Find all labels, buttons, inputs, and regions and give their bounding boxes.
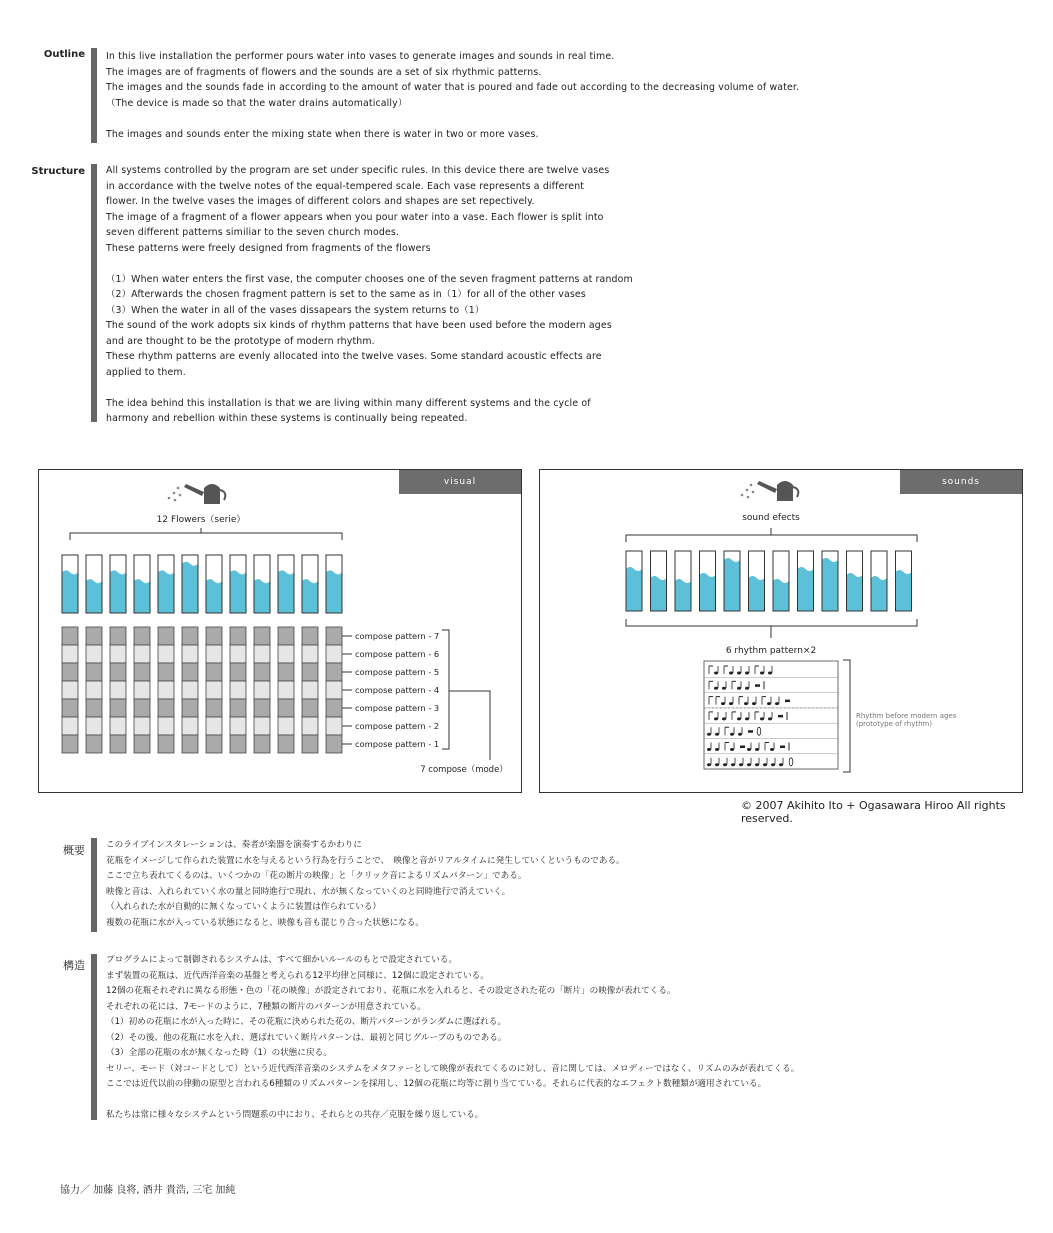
vase bbox=[822, 551, 838, 611]
text-line: （2）その後、他の花瓶に水を入れ、選ばれていく断片パターンは、最初と同じグループのものである。 bbox=[106, 1032, 507, 1043]
sound-top-label: sound efects bbox=[742, 513, 800, 523]
text-line: （1）初めの花瓶に水が入った時に、その花瓶に決められた花の、断片パターンがランダムに選ばれる。 bbox=[106, 1017, 506, 1027]
text-line: （The device is made so that the water drains automatically） bbox=[106, 97, 408, 109]
pattern-cell bbox=[158, 645, 174, 663]
pattern-cell bbox=[326, 699, 342, 717]
text-line: and are thought to be the prototype of modern rhythm. bbox=[106, 335, 375, 347]
pattern-cell bbox=[230, 735, 246, 753]
pattern-cell bbox=[326, 717, 342, 735]
outline-label: Outline bbox=[43, 49, 85, 60]
pattern-cell bbox=[182, 699, 198, 717]
text-line: The sound of the work adopts six kinds of rhythm patterns that have been used before the modern ages bbox=[106, 320, 612, 331]
pattern-cell bbox=[110, 735, 126, 753]
pattern-cell bbox=[158, 717, 174, 735]
text-line: ここで立ち表れてくるのは、いくつかの「花の断片の映像」と「クリック音によるリズムパターン」である。 bbox=[106, 871, 527, 881]
watering-can-icon bbox=[741, 481, 799, 501]
text-line: The images and the sounds fade in according to the amount of water that is poured and fade out according to the decreasing volume of water. bbox=[106, 82, 800, 93]
pattern-cell bbox=[230, 681, 246, 699]
pattern-cell bbox=[86, 627, 102, 645]
vase bbox=[749, 551, 765, 611]
pattern-cell bbox=[182, 645, 198, 663]
text-line: These rhythm patterns are evenly allocated into the twelve vases. Some standard acoustic effects are bbox=[106, 351, 602, 362]
credits-text: 協力／ 加藤 良将, 酒井 貴浩, 三宅 加純 bbox=[60, 1185, 236, 1196]
pattern-cell bbox=[86, 663, 102, 681]
vase bbox=[798, 551, 814, 611]
pattern-cell bbox=[62, 681, 78, 699]
visual-bottom-label: 7 compose（mode） bbox=[420, 765, 508, 775]
compose-pattern-label: compose pattern - 2 bbox=[355, 721, 440, 731]
compose-pattern-label: compose pattern - 7 bbox=[355, 631, 440, 641]
pattern-cell bbox=[86, 735, 102, 753]
pattern-cell bbox=[110, 645, 126, 663]
text-line: （3）全部の花瓶の水が無くなった時（1）の状態に戻る。 bbox=[106, 1048, 332, 1058]
pattern-cell bbox=[206, 627, 222, 645]
jp-structure-text bbox=[106, 953, 799, 1124]
visual-top-label: 12 Flowers（serie） bbox=[156, 515, 246, 525]
vase bbox=[871, 551, 887, 611]
text-line: 複数の花瓶に水が入っている状態になると、映像も音も混じり合った状態になる。 bbox=[106, 917, 424, 928]
text-line: harmony and rebellion within these systems is continually being repeated. bbox=[106, 413, 468, 424]
vase bbox=[206, 555, 222, 613]
structure-bar bbox=[91, 164, 97, 422]
outline-text bbox=[106, 49, 799, 142]
pattern-cell bbox=[182, 735, 198, 753]
pattern-cell bbox=[62, 717, 78, 735]
pattern-cell bbox=[326, 627, 342, 645]
copyright-text: © 2007 Akihito Ito + Ogasawara Hiroo All rights reserved. bbox=[741, 799, 1006, 825]
pattern-cell bbox=[134, 681, 150, 699]
text-line: The images and sounds enter the mixing state when there is water in two or more vases. bbox=[106, 128, 539, 140]
text-line bbox=[106, 256, 633, 272]
vase bbox=[254, 555, 270, 613]
pattern-cell bbox=[158, 663, 174, 681]
structure-text bbox=[106, 163, 633, 427]
vase bbox=[278, 555, 294, 613]
pattern-cell bbox=[206, 735, 222, 753]
pattern-cell bbox=[278, 645, 294, 663]
vase bbox=[896, 551, 912, 611]
compose-pattern-label: compose pattern - 6 bbox=[355, 649, 440, 659]
pattern-cell bbox=[206, 645, 222, 663]
pattern-cell bbox=[230, 699, 246, 717]
pattern-cell bbox=[182, 663, 198, 681]
vase bbox=[651, 551, 667, 611]
compose-pattern-label: compose pattern - 3 bbox=[355, 703, 440, 713]
vase bbox=[675, 551, 691, 611]
vase bbox=[134, 555, 150, 613]
text-line bbox=[106, 380, 633, 396]
pattern-cell bbox=[278, 681, 294, 699]
text-line: （2）Afterwards the chosen fragment pattern is set to the same as in（1）for all of the other vases bbox=[106, 289, 586, 300]
vase bbox=[700, 551, 716, 611]
vase bbox=[182, 555, 198, 613]
pattern-cell bbox=[230, 717, 246, 735]
pattern-cell bbox=[134, 735, 150, 753]
pattern-cell bbox=[110, 663, 126, 681]
pattern-cell bbox=[278, 735, 294, 753]
pattern-cell bbox=[134, 717, 150, 735]
text-line: These patterns were freely designed from fragments of the flowers bbox=[106, 242, 431, 254]
pattern-cell bbox=[302, 735, 318, 753]
visual-tag: visual bbox=[399, 470, 521, 494]
visual-diagram bbox=[39, 470, 521, 792]
pattern-cell bbox=[326, 681, 342, 699]
pattern-cell bbox=[62, 735, 78, 753]
text-line: このライブインスタレーションは、奏者が楽器を演奏するかわりに bbox=[106, 840, 362, 850]
text-line: まず装置の花瓶は、近代西洋音楽の基盤と考えられる12平均律と同様に、12個に設定されている。 bbox=[106, 970, 489, 981]
compose-pattern-label: compose pattern - 5 bbox=[355, 667, 440, 677]
pattern-cell bbox=[302, 717, 318, 735]
outline-bar bbox=[91, 48, 97, 143]
text-line: The idea behind this installation is that we are living within many different systems and the cycle of bbox=[106, 397, 591, 409]
text-line: 花瓶をイメージして作られた装置に水を与えるという行為を行うことで、 映像と音がリアルタイムに発生していくというものである。 bbox=[106, 855, 625, 866]
pattern-cell bbox=[302, 627, 318, 645]
pattern-cell bbox=[230, 663, 246, 681]
sound-tag: sounds bbox=[900, 470, 1022, 494]
pattern-cell bbox=[254, 645, 270, 663]
pattern-cell bbox=[302, 681, 318, 699]
text-line: それぞれの花には、7モードのように、7種類の断片のパターンが用意されている。 bbox=[106, 1001, 426, 1012]
pattern-cell bbox=[302, 663, 318, 681]
text-line: All systems controlled by the program are set under specific rules. In this device there are twelve vases bbox=[106, 165, 610, 176]
pattern-cell bbox=[134, 627, 150, 645]
pattern-cell bbox=[158, 735, 174, 753]
pattern-cell bbox=[278, 717, 294, 735]
jp-outline-label: 概要 bbox=[63, 844, 85, 857]
text-line: in accordance with the twelve notes of the equal-tempered scale. Each vase represents a different bbox=[106, 180, 585, 192]
pattern-cell bbox=[278, 663, 294, 681]
pattern-cell bbox=[134, 645, 150, 663]
pattern-cell bbox=[230, 627, 246, 645]
pattern-cell bbox=[134, 699, 150, 717]
vase bbox=[847, 551, 863, 611]
vase bbox=[302, 555, 318, 613]
text-line: ここでは近代以前の律動の原型と言われる6種類のリズムパターンを採用し、12個の花瓶に均等に割り当てている。それらに代表的なエフェクト数種類が適用されている。 bbox=[106, 1079, 767, 1089]
vase bbox=[326, 555, 342, 613]
pattern-cell bbox=[254, 699, 270, 717]
pattern-cell bbox=[230, 645, 246, 663]
text-line: （入れられた水が自動的に無くなっていくように装置は作られている） bbox=[106, 902, 382, 912]
text-line: In this live installation the performer pours water into vases to generate images and sounds in real time. bbox=[106, 51, 615, 62]
pattern-cell bbox=[254, 663, 270, 681]
pattern-cell bbox=[206, 663, 222, 681]
pattern-cell bbox=[206, 717, 222, 735]
pattern-cell bbox=[86, 681, 102, 699]
pattern-cell bbox=[206, 681, 222, 699]
jp-outline-text bbox=[106, 838, 625, 931]
pattern-cell bbox=[110, 681, 126, 699]
vase bbox=[62, 555, 78, 613]
pattern-cell bbox=[254, 627, 270, 645]
jp-structure-bar bbox=[91, 954, 97, 1120]
pattern-cell bbox=[254, 717, 270, 735]
watering-can-icon bbox=[168, 484, 226, 504]
jp-outline-bar bbox=[91, 838, 97, 932]
pattern-cell bbox=[278, 627, 294, 645]
pattern-cell bbox=[110, 627, 126, 645]
pattern-cell bbox=[86, 645, 102, 663]
text-line: seven different patterns similiar to the seven church modes. bbox=[106, 227, 400, 238]
vase bbox=[158, 555, 174, 613]
text-line: （3）When the water in all of the vases dissapears the system returns to（1） bbox=[106, 304, 485, 316]
text-line: The images are of fragments of flowers and the sounds are a set of six rhythmic patterns. bbox=[106, 66, 542, 78]
text-line: セリー、モード（対コードとして）という近代西洋音楽のシステムをメタファーとして映像が表れてくるのに対し、音に関しては、メロディーではなく、リズムのみが表れてくる。 bbox=[106, 1063, 800, 1074]
text-line: プログラムによって制御されるシステムは、すべて細かいルールのもとで設定されている。 bbox=[106, 955, 458, 965]
sound-middle-label: 6 rhythm pattern×2 bbox=[725, 646, 817, 656]
pattern-cell bbox=[158, 699, 174, 717]
compose-pattern-label: compose pattern - 4 bbox=[355, 685, 440, 695]
pattern-cell bbox=[158, 627, 174, 645]
text-line: applied to them. bbox=[106, 366, 186, 378]
text-line: 私たちは常に様々なシステムという問題系の中におり、それらとの共存／克服を繰り返している。 bbox=[106, 1110, 484, 1120]
pattern-cell bbox=[254, 681, 270, 699]
pattern-cell bbox=[86, 699, 102, 717]
structure-label: Structure bbox=[31, 166, 85, 177]
pattern-cell bbox=[254, 735, 270, 753]
rhythm-side-label-1: Rhythm before modern ages bbox=[856, 712, 957, 720]
pattern-cell bbox=[326, 663, 342, 681]
pattern-cell bbox=[182, 681, 198, 699]
text-line bbox=[106, 1093, 799, 1109]
text-line bbox=[106, 111, 799, 127]
pattern-cell bbox=[326, 735, 342, 753]
rhythm-side-label-2: (prototype of rhythm) bbox=[856, 720, 933, 728]
pattern-cell bbox=[62, 627, 78, 645]
pattern-cell bbox=[134, 663, 150, 681]
pattern-cell bbox=[182, 717, 198, 735]
pattern-cell bbox=[206, 699, 222, 717]
text-line: 12個の花瓶それぞれに異なる形態・色の「花の映像」が設定されており、花瓶に水を入れると、その設定された花の「断片」の映像が表れてくる。 bbox=[106, 986, 676, 996]
vase bbox=[86, 555, 102, 613]
visual-panel bbox=[38, 469, 522, 793]
vase bbox=[230, 555, 246, 613]
vase bbox=[773, 551, 789, 611]
pattern-cell bbox=[110, 717, 126, 735]
pattern-cell bbox=[62, 645, 78, 663]
sound-panel bbox=[539, 469, 1023, 793]
text-line: （1）When water enters the first vase, the computer chooses one of the seven fragment patterns at random bbox=[106, 273, 633, 285]
text-line: 映像と音は、入れられていく水の量と同時進行で現れ、水が無くなっていくのと同時進行で消えていく。 bbox=[106, 886, 511, 897]
pattern-cell bbox=[326, 645, 342, 663]
pattern-cell bbox=[158, 681, 174, 699]
text-line: The image of a fragment of a flower appears when you pour water into a vase. Each flower is split into bbox=[106, 211, 604, 223]
pattern-cell bbox=[302, 699, 318, 717]
vase bbox=[626, 551, 642, 611]
pattern-cell bbox=[278, 699, 294, 717]
vase bbox=[724, 551, 740, 611]
text-line: flower. In the twelve vases the images of different colors and shapes are set repectively. bbox=[106, 196, 535, 207]
jp-structure-label: 構造 bbox=[63, 959, 85, 972]
pattern-cell bbox=[86, 717, 102, 735]
compose-pattern-label: compose pattern - 1 bbox=[355, 739, 440, 749]
pattern-cell bbox=[182, 627, 198, 645]
pattern-cell bbox=[302, 645, 318, 663]
pattern-cell bbox=[110, 699, 126, 717]
pattern-cell bbox=[62, 663, 78, 681]
pattern-cell bbox=[62, 699, 78, 717]
sound-diagram bbox=[540, 470, 1022, 792]
vase bbox=[110, 555, 126, 613]
